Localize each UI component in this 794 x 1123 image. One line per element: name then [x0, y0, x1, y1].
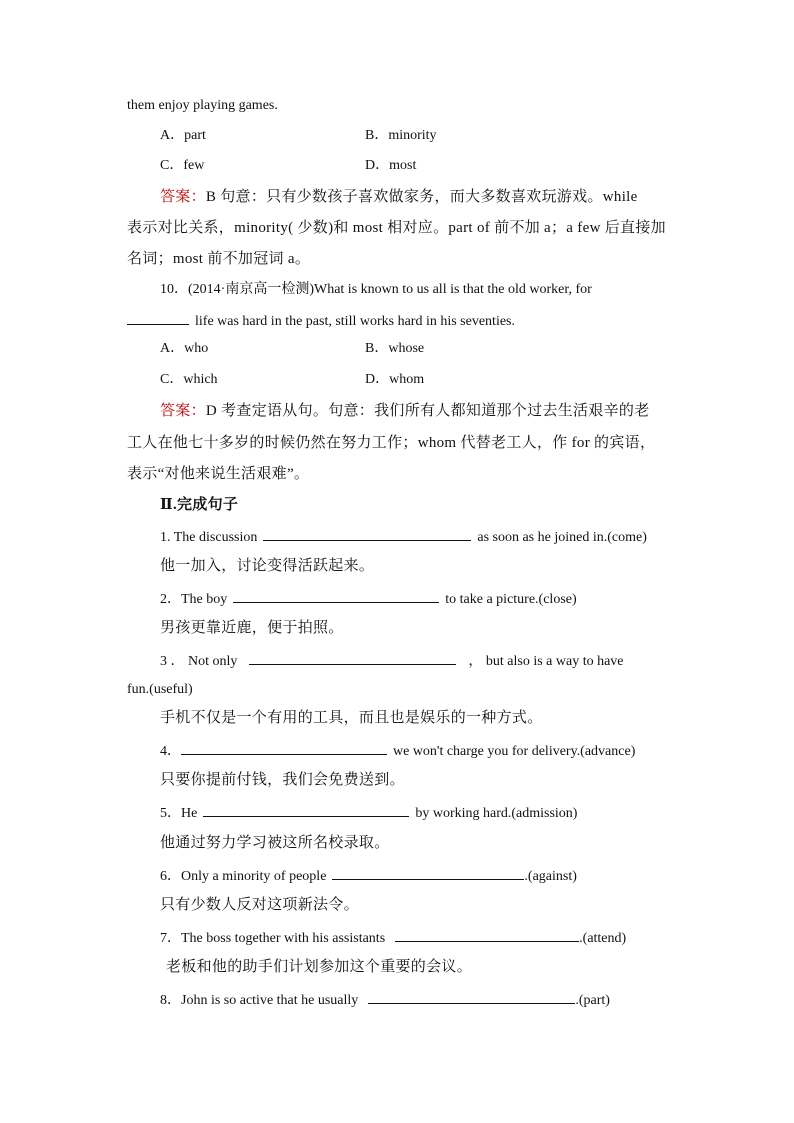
sentence-4 — [160, 741, 635, 761]
q9-option-a: A．part — [160, 128, 206, 143]
sentence-7-post: .(attend) — [579, 931, 627, 946]
sentence-6-blank[interactable] — [332, 866, 524, 880]
sentence-4-translation: 只要你提前付钱，我们会免费送到。 — [160, 772, 405, 788]
sentence-3 — [160, 651, 624, 671]
sentence-4-pre: 4． — [160, 744, 181, 759]
sentence-8-blank[interactable] — [368, 990, 575, 1004]
sentence-3-translation: 手机不仅是一个有用的工具，而且也是娱乐的一种方式。 — [160, 710, 543, 726]
sentence-1-post: as soon as he joined in.(come) — [477, 530, 647, 545]
q10-stem-line-2-text: life was hard in the past, still works hard in his seventies. — [195, 314, 515, 329]
sentence-3-post: ， but also is a way to have — [468, 654, 624, 669]
q10-answer-line-3: 表示“对他来说生活艰难”。 — [127, 466, 310, 482]
q9-answer-text-1: B 句意：只有少数孩子喜欢做家务，而大多数喜欢玩游戏。while — [205, 189, 638, 205]
q9-answer-line-2: 表示对比关系，minority( 少数)和 most 相对应。part of 前不加 a；a few 后直接加 — [127, 220, 666, 236]
sentence-3-pre: 3 ． Not only — [160, 654, 238, 669]
q9-stem-tail: them enjoy playing games. — [127, 98, 278, 113]
sentence-7-blank[interactable] — [395, 928, 579, 942]
q10-option-b: B．whose — [365, 341, 425, 356]
sentence-6-post: .(against) — [524, 869, 577, 884]
sentence-8-pre: 8．John is so active that he usually — [160, 993, 359, 1008]
sentence-7-translation: 老板和他的助手们计划参加这个重要的会议。 — [166, 959, 473, 975]
sentence-1-pre: 1. The discussion — [160, 530, 258, 545]
sentence-7-pre: 7．The boss together with his assistants — [160, 931, 386, 946]
sentence-6-pre: 6．Only a minority of people — [160, 869, 327, 884]
sentence-6 — [160, 866, 577, 886]
sentence-2-post: to take a picture.(close) — [445, 592, 577, 607]
sentence-2 — [160, 589, 577, 609]
sentence-2-translation: 男孩更靠近鹿，便于拍照。 — [160, 620, 344, 636]
sentence-8 — [160, 990, 610, 1010]
sentence-1-blank[interactable] — [263, 527, 471, 541]
sentence-4-blank[interactable] — [181, 741, 387, 755]
q9-option-c: C．few — [160, 158, 205, 173]
q10-answer-text-1: D 考查定语从句。句意：我们所有人都知道那个过去生活艰辛的老 — [205, 403, 650, 419]
sentence-2-pre: 2．The boy — [160, 592, 228, 607]
q10-option-c: C．which — [160, 372, 218, 387]
sentence-5-post: by working hard.(admission) — [415, 806, 578, 821]
sentence-5 — [160, 803, 577, 823]
q9-answer-line-1 — [160, 188, 638, 206]
sentence-6-translation: 只有少数人反对这项新法令。 — [160, 897, 359, 913]
sentence-5-blank[interactable] — [203, 803, 409, 817]
q10-option-a: A．who — [160, 341, 209, 356]
q9-option-d: D．most — [365, 158, 417, 173]
q10-answer-blank[interactable] — [127, 311, 189, 325]
sentence-3-continuation: fun.(useful) — [127, 682, 193, 697]
q10-option-d: D．whom — [365, 372, 425, 387]
q10-stem-line-2 — [127, 311, 515, 331]
q10-answer-label: 答案： — [160, 403, 206, 419]
sentence-1 — [160, 527, 647, 547]
sentence-7 — [160, 928, 626, 948]
sentence-5-pre: 5．He — [160, 806, 198, 821]
q10-stem-line-1: 10．(2014·南京高一检测)What is known to us all is that the old worker, for — [160, 282, 592, 297]
section-title: Ⅱ.完成句子 — [160, 497, 239, 513]
sentence-1-translation: 他一加入，讨论变得活跃起来。 — [160, 558, 375, 574]
q9-option-b: B．minority — [365, 128, 437, 143]
q9-answer-line-3: 名词；most 前不加冠词 a。 — [127, 251, 311, 267]
sentence-4-post: we won't charge you for delivery.(advance) — [393, 744, 636, 759]
sentence-3-blank[interactable] — [249, 651, 456, 665]
q10-answer-line-1 — [160, 402, 650, 420]
sentence-8-post: .(part) — [575, 993, 610, 1008]
sentence-5-translation: 他通过努力学习被这所名校录取。 — [160, 835, 390, 851]
q10-answer-line-2: 工人在他七十多岁的时候仍然在努力工作；whom 代替老工人，作 for 的宾语， — [127, 435, 656, 451]
q9-answer-label: 答案： — [160, 189, 206, 205]
sentence-2-blank[interactable] — [233, 589, 439, 603]
